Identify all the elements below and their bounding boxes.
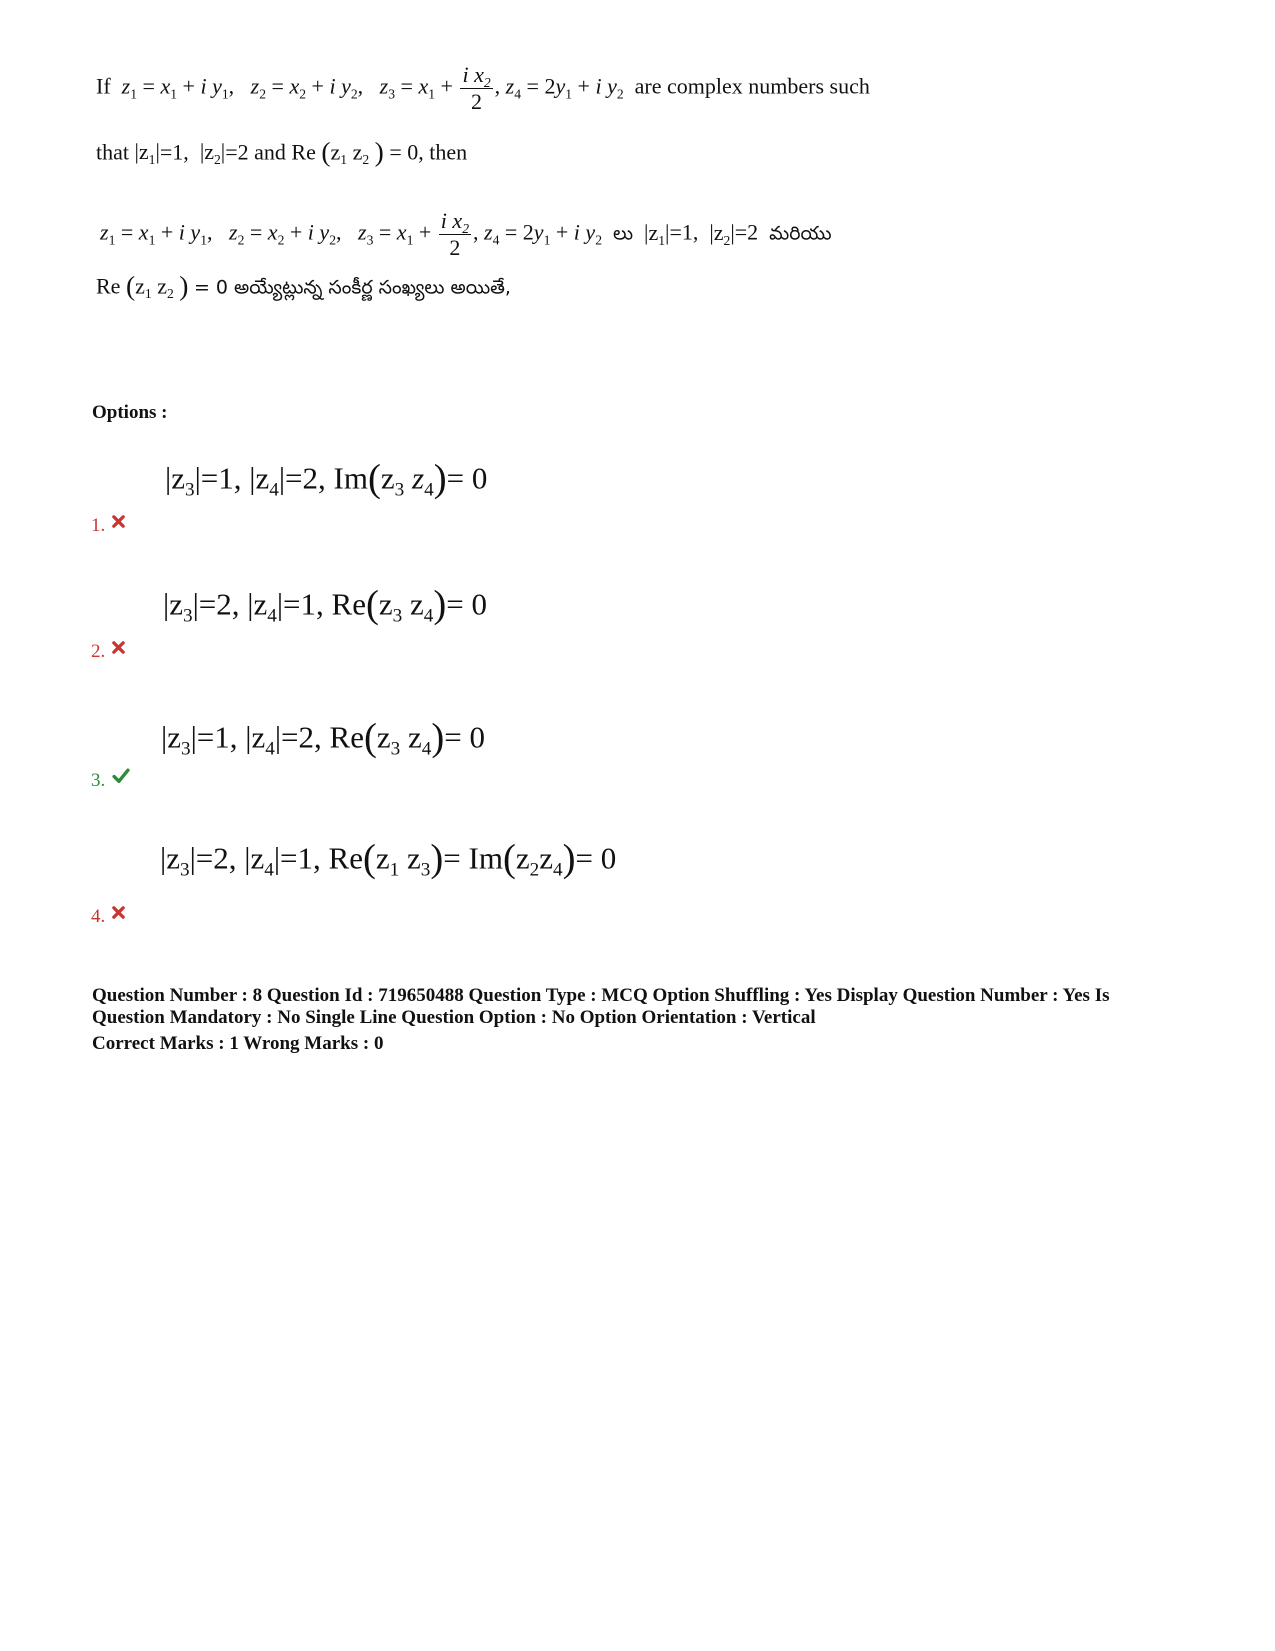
option-2-formula[interactable]: $|z_3|=2$, $|z_4|=1$, $Re(z_3$ $z_4)= 0$ <box>163 583 488 627</box>
cross-icon <box>111 905 126 920</box>
cross-icon <box>111 514 126 529</box>
question-en-line1-suffix: are complex numbers such <box>634 73 870 99</box>
option-1-formula[interactable]: $|z_3|=1$, $|z_4|=2$, $Im(z_3$ $z_4)= 0$ <box>165 457 488 501</box>
question-te-line2-prefix: Re <box>96 273 121 299</box>
option-1-number: 1. <box>91 515 106 536</box>
question-te-line-2: Re ($z_1$ $z_2$ ) = 0 అయ్యేట్లున్న సంకీర్ణ సంఖ్యలు అయితే, <box>96 270 511 302</box>
question-en-line2-prefix: that <box>96 139 129 165</box>
option-3-number: 3. <box>91 770 106 791</box>
question-te-line2-suffix: = 0 అయ్యేట్లున్న సంకీర్ణ సంఖ్యలు అయితే, <box>193 276 511 299</box>
option-3-marker <box>91 767 130 792</box>
cross-icon <box>111 640 126 655</box>
option-3-formula[interactable]: $|z_3|=1$, $|z_4|=2$, $Re(z_3$ $z_4)= 0$ <box>161 716 486 760</box>
question-meta <box>92 985 1110 1055</box>
check-icon <box>111 767 130 784</box>
question-en-line2-suffix: = 0, then <box>389 139 468 165</box>
question-meta-line-3: Correct Marks : 1 Wrong Marks : 0 <box>92 1033 384 1054</box>
question-meta-line-1: Question Number : 8 Question Id : 719650488 Question Type : MCQ Option Shuffling : Yes Display Question Number : Yes Is <box>92 985 1110 1006</box>
question-en-prefix: If <box>96 73 122 99</box>
option-4-marker <box>91 905 126 928</box>
question-te-line-1: $z_1 = x_1 + i$ $y_1$, $z_2 = x_2 + i$ $y_2$, $z_3 = x_1$ + $\frac{i x_2}{2}$ , $z_4 = 2y_1 + i$ $y_2$ లు $|z_1|=1$, $|z_2|=2$ మరియు <box>100 208 832 260</box>
options-heading: Options : <box>92 402 168 423</box>
question-en-line2-and: and Re <box>254 139 316 165</box>
question-en-line-2: that $|z_1|=1$, $|z_2|=2$ and Re ($z_1$ $z_2$ ) = 0, then <box>96 136 468 168</box>
question-te-line1-connector: లు <box>613 222 634 245</box>
question-te-line1-suffix: మరియు <box>769 222 832 245</box>
question-meta-line-2: Question Mandatory : No Single Line Question Option : No Option Orientation : Vertical <box>92 1007 816 1028</box>
option-1-marker <box>91 514 126 537</box>
option-4-formula[interactable]: $|z_3|=2$, $|z_4|=1$, $Re(z_1$ $z_3)= Im(z_2z_4)= 0$ <box>160 837 617 881</box>
option-4-number: 4. <box>91 906 106 927</box>
option-2-marker <box>91 640 126 663</box>
question-en-line-1: If $z_1 = x_1 + i$ $y_1$, $z_2 = x_2 + i$ $y_2$, $z_3 = x_1$ + $\frac{i x_2}{2}$ , $z_4 = 2y_1 + i$ $y_2$ are complex numbers such <box>96 62 870 114</box>
option-2-number: 2. <box>91 641 106 662</box>
